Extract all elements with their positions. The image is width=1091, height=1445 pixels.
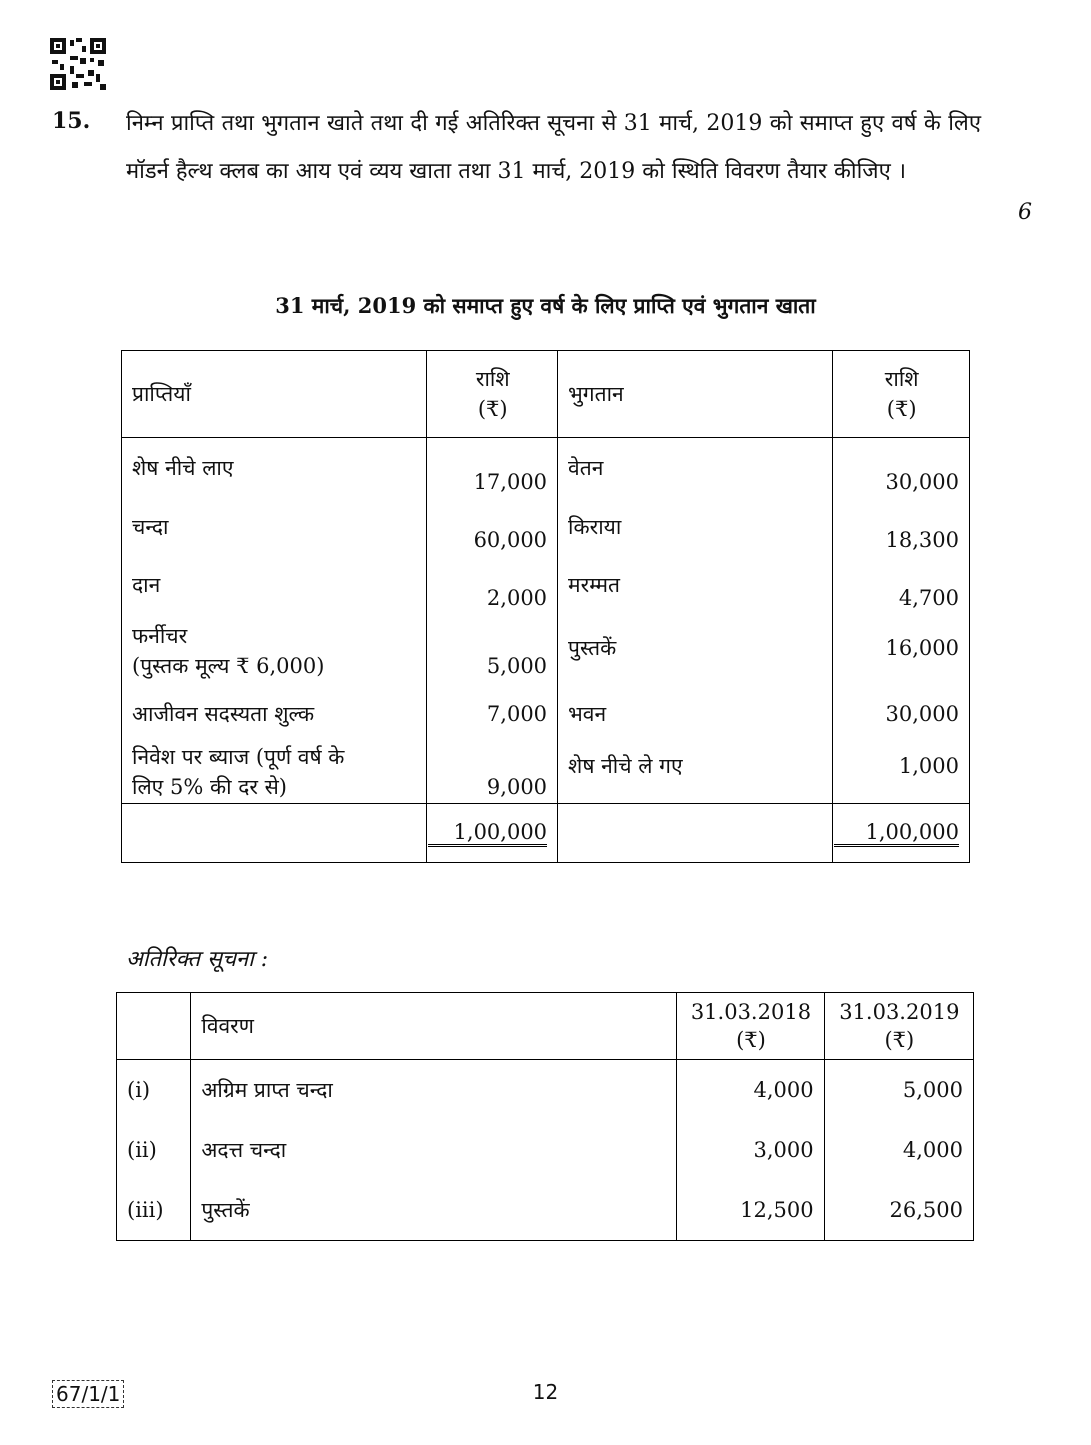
receipt-amount: 9,000	[427, 730, 558, 804]
receipt-item: आजीवन सदस्यता शुल्क	[122, 682, 427, 730]
payment-item: किराया	[558, 498, 833, 556]
row-value-2019: 5,000	[824, 1060, 973, 1121]
question-number: 15.	[52, 108, 91, 134]
payment-item: भवन	[558, 682, 833, 730]
receipt-amount: 5,000	[427, 614, 558, 682]
payment-amount: 30,000	[833, 438, 970, 498]
payment-amount: 18,300	[833, 498, 970, 556]
question-text: निम्न प्राप्ति तथा भुगतान खाते तथा दी गई अतिरिक्त सूचना से 31 मार्च, 2019 को समाप्त हुए वर्ष के लिए मॉडर्न हैल्थ क्लब का आय एवं व्यय खाता तथा 31 मार्च, 2019 को स्थिति विवरण तैयार कीजिए ।	[126, 111, 981, 184]
table-row	[122, 556, 970, 614]
question-marks: 6	[1018, 200, 1032, 225]
additional-info-table	[116, 992, 974, 1241]
payment-amount: 4,700	[833, 556, 970, 614]
header-receipt-amount	[427, 351, 558, 438]
header-date-2019	[824, 993, 973, 1060]
additional-info-label: अतिरिक्त सूचना :	[126, 947, 269, 972]
page-number: 12	[532, 1380, 559, 1404]
receipt-item-line2: (पुस्तक मूल्य ₹ 6,000)	[132, 653, 325, 678]
row-value-2018: 4,000	[677, 1060, 824, 1121]
row-number: (iii)	[117, 1180, 191, 1241]
row-item: अदत्त चन्दा	[191, 1120, 677, 1180]
header-payment-amount	[833, 351, 970, 438]
receipt-amount: 7,000	[427, 682, 558, 730]
header-currency: (₹)	[736, 1028, 766, 1052]
header-amount-line1: राशि	[475, 367, 510, 391]
header-amount-line2: (₹)	[477, 397, 508, 421]
row-item: पुस्तकें	[191, 1180, 677, 1241]
receipt-item	[122, 730, 427, 804]
table-row	[122, 682, 970, 730]
receipt-amount: 2,000	[427, 556, 558, 614]
row-item: अग्रिम प्राप्त चन्दा	[191, 1060, 677, 1121]
row-value-2019: 4,000	[824, 1120, 973, 1180]
table-row	[122, 614, 970, 682]
total-payments	[833, 804, 970, 863]
header-particulars: विवरण	[191, 993, 677, 1060]
receipts-payments-table	[121, 350, 970, 863]
payment-amount: 1,000	[833, 730, 970, 804]
payment-item: वेतन	[558, 438, 833, 498]
table-row	[122, 438, 970, 498]
receipt-item-line1: निवेश पर ब्याज (पूर्ण वर्ष के	[132, 745, 345, 769]
receipt-item	[122, 614, 427, 682]
table-header-row	[117, 993, 974, 1060]
payment-item: मरम्मत	[558, 556, 833, 614]
receipt-item-line1: फर्नीचर	[132, 623, 188, 648]
table-header-row	[122, 351, 970, 438]
table-row	[122, 498, 970, 556]
payment-item: पुस्तकें	[558, 614, 833, 682]
total-receipts-value: 1,00,000	[428, 820, 547, 847]
table-row	[117, 1180, 974, 1241]
receipts-payments-title: 31 मार्च, 2019 को समाप्त हुए वर्ष के लिए प्राप्ति एवं भुगतान खाता	[275, 293, 816, 318]
total-receipts	[427, 804, 558, 863]
receipt-item-line2: लिए 5% की दर से)	[132, 775, 288, 799]
total-payments-value: 1,00,000	[834, 820, 959, 847]
row-value-2018: 12,500	[677, 1180, 824, 1241]
payment-amount: 16,000	[833, 614, 970, 682]
header-date-value: 31.03.2019	[839, 1000, 960, 1024]
header-date-2018	[677, 993, 824, 1060]
row-number: (i)	[117, 1060, 191, 1121]
receipt-item: शेष नीचे लाए	[122, 438, 427, 498]
header-payments: भुगतान	[558, 351, 833, 438]
header-currency: (₹)	[884, 1028, 915, 1052]
receipt-item: चन्दा	[122, 498, 427, 556]
payment-item: शेष नीचे ले गए	[558, 730, 833, 804]
receipt-item: दान	[122, 556, 427, 614]
total-row	[122, 804, 970, 863]
header-date-value: 31.03.2018	[690, 1000, 812, 1024]
header-amount-line1: राशि	[884, 367, 919, 391]
receipt-amount: 60,000	[427, 498, 558, 556]
row-value-2018: 3,000	[677, 1120, 824, 1180]
header-receipts: प्राप्तियाँ	[122, 351, 427, 438]
table-row	[122, 730, 970, 804]
receipt-amount: 17,000	[427, 438, 558, 498]
table-row	[117, 1120, 974, 1180]
table-row	[117, 1060, 974, 1121]
header-amount-line2: (₹)	[886, 397, 917, 421]
paper-code: 67/1/1	[52, 1380, 124, 1408]
payment-amount: 30,000	[833, 682, 970, 730]
qr-code-icon	[50, 38, 106, 90]
row-value-2019: 26,500	[824, 1180, 973, 1241]
row-number: (ii)	[117, 1120, 191, 1180]
